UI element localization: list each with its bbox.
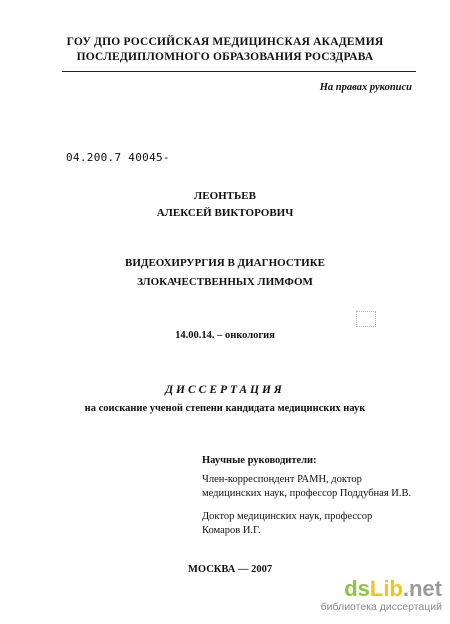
institution-line-1: ГОУ ДПО РОССИЙСКАЯ МЕДИЦИНСКАЯ АКАДЕМИЯ [66,36,384,48]
watermark-logo [321,578,442,600]
watermark-subtitle: библиотека диссертаций [320,601,442,613]
institution-line-2: ПОСЛЕДИПЛОМНОГО ОБРАЗОВАНИЯ РОСЗДРАВА [76,51,374,63]
supervisors-heading: Научные руководители: [202,455,317,466]
supervisor-1-line-2: медицинских наук, профессор Поддубная И.В. [202,488,412,499]
logo-part-lib: Lib [369,576,403,601]
city-year: МОСКВА — 2007 [188,564,273,575]
supervisor-2-line-1: Доктор медицинских наук, профессор [202,511,373,522]
registration-number: 04.200.7 40045- [66,151,170,164]
logo-part-net: .net [402,576,442,601]
degree-line: на соискание ученой степени кандидата медицинских наук [84,403,366,414]
rights-notice: На правах рукописи [319,82,412,93]
specialty-code: 14.00.14. – онкология [175,330,275,341]
document-type: ДИССЕРТАЦИЯ [165,384,285,396]
dissertation-title-line-2: ЗЛОКАЧЕСТВЕННЫХ ЛИМФОМ [137,276,313,288]
author-surname: ЛЕОНТЬЕВ [194,190,256,202]
supervisor-2-line-2: Комаров И.Г. [202,525,261,536]
dissertation-title-line-1: ВИДЕОХИРУРГИЯ В ДИАГНОСТИКЕ [124,257,326,269]
watermark [321,578,442,613]
author-name: АЛЕКСЕЙ ВИКТОРОВИЧ [156,207,294,219]
faint-stamp-mark [356,311,376,327]
supervisors-block [202,454,411,538]
supervisor-1-line-1: Член-корреспондент РАМН, доктор [202,474,362,485]
logo-part-ds: ds [344,576,370,601]
header-divider [62,71,416,72]
